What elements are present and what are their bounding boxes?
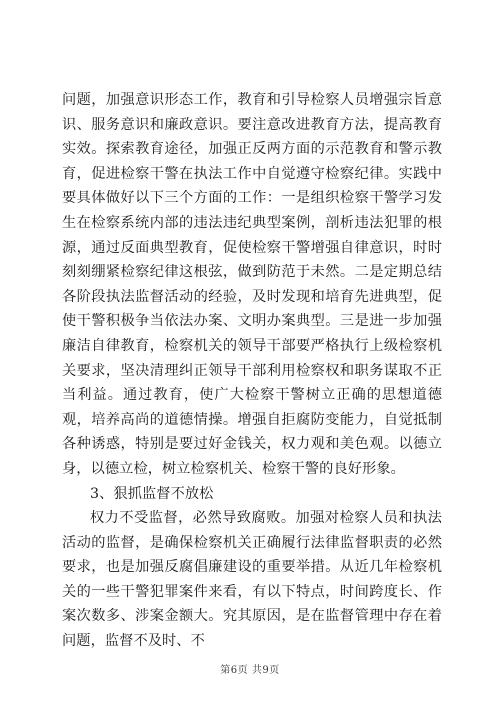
page-footer: 第6页 共9页 — [220, 665, 280, 676]
body-text — [62, 88, 442, 654]
section-heading: 3、狠抓监督不放松 — [90, 485, 214, 502]
paragraph-continued: 问题，加强意识形态工作，教育和引导检察人员增强宗旨意识、服务意识和廉政意识。要注意改进教育方法，提高教育实效。探索教育途径，加强正反两方面的示范教育和警示教育，促进检察干警在执法工作中自觉遵守检察纪律。实践中要具体做好以下三个方面的工作：一是组织检察干警学习发生在检察系统内部的违法违纪典型案例，剖析违法犯罪的根源，通过反面典型教育，促使检察干警增强自律意识，时时刻刻绷紧检察纪律这根弦，做到防范于未然。二是定期总结各阶段执法监督活动的经验，及时发现和培育先进典型，促使干警积极争当依法办案、文明办案典型。三是进一步加强廉洁自律教育，检察机关的领导干部要严格执行上级检察机关要求，坚决清理纠正领导干部利用检察权和职务谋取不正当利益。通过教育，使广大检察干警树立正确的思想道德观，培养高尚的道德情操。增强自拒腐防变能力，自觉抵制各种诱惑，特别是要过好金钱关，权力观和美色观。以德立身，以德立检，树立检察机关、检察干警的良好形象。 — [62, 92, 442, 477]
paragraph-supervision: 权力不受监督，必然导致腐败。加强对检察人员和执法活动的监督，是确保检察机关正确履行法律监督职责的必然要求，也是加强反腐倡廉建设的重要举措。从近几年检察机关的一些干警犯罪案件来看，有以下特点，时间跨度长、作案次数多、涉案金额大。究其原因，是在监督管理中存在着问题，监督不及时、不 — [62, 510, 442, 650]
